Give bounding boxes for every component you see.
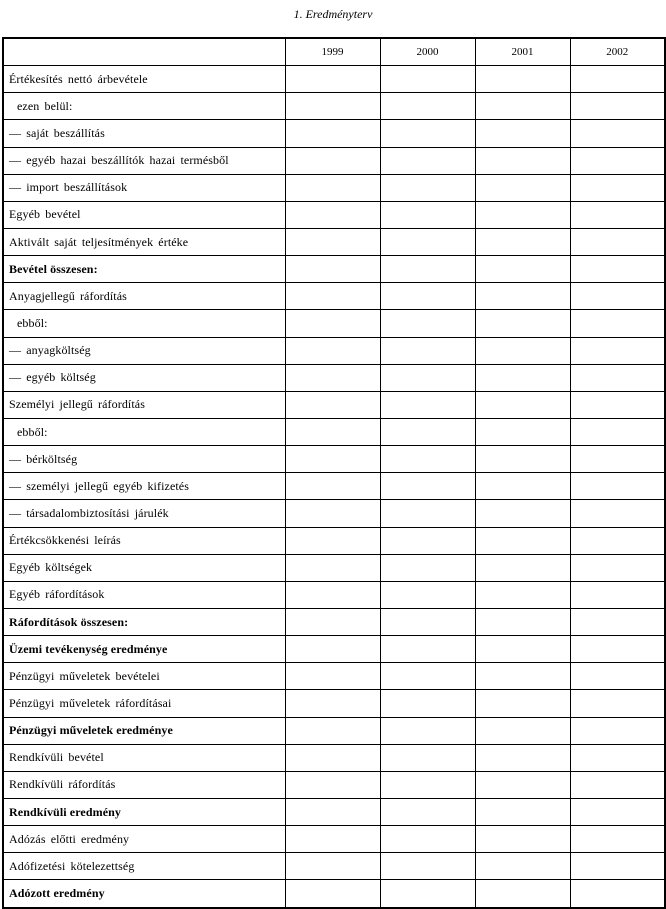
value-cell-1999[interactable] <box>285 500 380 527</box>
value-cell-1999[interactable] <box>285 310 380 337</box>
value-cell-1999[interactable] <box>285 391 380 418</box>
table-row <box>3 581 665 608</box>
value-cell-2001[interactable] <box>475 527 570 554</box>
value-cell-2000[interactable] <box>380 581 475 608</box>
row-label: — anyagköltség <box>3 337 285 364</box>
table-row <box>3 283 665 310</box>
value-cell-2001[interactable] <box>475 418 570 445</box>
row-label: Pénzügyi műveletek bevételei <box>3 663 285 690</box>
table-row <box>3 120 665 147</box>
row-label: Pénzügyi műveletek ráfordításai <box>3 690 285 717</box>
value-cell-2002[interactable] <box>570 880 665 908</box>
value-cell-2001[interactable] <box>475 636 570 663</box>
value-cell-1999[interactable] <box>285 636 380 663</box>
row-label: — saját beszállítás <box>3 120 285 147</box>
value-cell-1999[interactable] <box>285 798 380 825</box>
table-row <box>3 608 665 635</box>
value-cell-2000[interactable] <box>380 880 475 908</box>
row-label: — egyéb hazai beszállítók hazai termésből <box>3 147 285 174</box>
value-cell-2000[interactable] <box>380 283 475 310</box>
value-cell-2000[interactable] <box>380 527 475 554</box>
row-label: — import beszállítások <box>3 174 285 201</box>
value-cell-2002[interactable] <box>570 744 665 771</box>
value-cell-2001[interactable] <box>475 391 570 418</box>
value-cell-2000[interactable] <box>380 636 475 663</box>
row-label: Egyéb költségek <box>3 554 285 581</box>
value-cell-2001[interactable] <box>475 201 570 228</box>
value-cell-2002[interactable] <box>570 256 665 283</box>
year-header: 2001 <box>475 38 570 66</box>
row-label: Anyagjellegű ráfordítás <box>3 283 285 310</box>
value-cell-2001[interactable] <box>475 93 570 120</box>
value-cell-2001[interactable] <box>475 717 570 744</box>
value-cell-1999[interactable] <box>285 201 380 228</box>
value-cell-2000[interactable] <box>380 310 475 337</box>
table-row <box>3 256 665 283</box>
value-cell-2001[interactable] <box>475 500 570 527</box>
value-cell-2001[interactable] <box>475 446 570 473</box>
value-cell-2000[interactable] <box>380 473 475 500</box>
value-cell-2001[interactable] <box>475 66 570 93</box>
value-cell-2001[interactable] <box>475 608 570 635</box>
value-cell-1999[interactable] <box>285 66 380 93</box>
row-label: Adózott eredmény <box>3 880 285 908</box>
table-row <box>3 853 665 880</box>
value-cell-1999[interactable] <box>285 771 380 798</box>
table-row <box>3 880 665 908</box>
value-cell-2000[interactable] <box>380 418 475 445</box>
value-cell-1999[interactable] <box>285 364 380 391</box>
value-cell-2000[interactable] <box>380 717 475 744</box>
table-row <box>3 310 665 337</box>
row-label: Ráfordítások összesen: <box>3 608 285 635</box>
value-cell-2002[interactable] <box>570 201 665 228</box>
row-label: Értékesítés nettó árbevétele <box>3 66 285 93</box>
value-cell-2000[interactable] <box>380 798 475 825</box>
value-cell-2002[interactable] <box>570 554 665 581</box>
table-row <box>3 744 665 771</box>
table-row <box>3 798 665 825</box>
value-cell-2000[interactable] <box>380 256 475 283</box>
row-label: ebből: <box>3 418 285 445</box>
value-cell-1999[interactable] <box>285 690 380 717</box>
value-cell-2000[interactable] <box>380 446 475 473</box>
value-cell-2001[interactable] <box>475 310 570 337</box>
value-cell-2002[interactable] <box>570 364 665 391</box>
table-body <box>3 66 665 908</box>
value-cell-2001[interactable] <box>475 174 570 201</box>
value-cell-2002[interactable] <box>570 418 665 445</box>
year-header: 1999 <box>285 38 380 66</box>
value-cell-2002[interactable] <box>570 581 665 608</box>
value-cell-1999[interactable] <box>285 337 380 364</box>
value-cell-2000[interactable] <box>380 853 475 880</box>
value-cell-2001[interactable] <box>475 663 570 690</box>
row-label: Üzemi tevékenység eredménye <box>3 636 285 663</box>
row-label: — társadalombiztosítási járulék <box>3 500 285 527</box>
table-row <box>3 771 665 798</box>
value-cell-2002[interactable] <box>570 93 665 120</box>
table-row <box>3 228 665 255</box>
table-row <box>3 446 665 473</box>
value-cell-2001[interactable] <box>475 771 570 798</box>
value-cell-2001[interactable] <box>475 853 570 880</box>
value-cell-2002[interactable] <box>570 636 665 663</box>
row-label: Bevétel összesen: <box>3 256 285 283</box>
row-label: Adófizetési kötelezettség <box>3 853 285 880</box>
value-cell-2000[interactable] <box>380 663 475 690</box>
table-row <box>3 690 665 717</box>
table-row <box>3 554 665 581</box>
row-label: Személyi jellegű ráfordítás <box>3 391 285 418</box>
value-cell-2000[interactable] <box>380 500 475 527</box>
row-label: Adózás előtti eredmény <box>3 826 285 853</box>
row-label: — egyéb költség <box>3 364 285 391</box>
value-cell-2000[interactable] <box>380 147 475 174</box>
table-row <box>3 500 665 527</box>
value-cell-1999[interactable] <box>285 174 380 201</box>
value-cell-2001[interactable] <box>475 554 570 581</box>
row-label: — bérköltség <box>3 446 285 473</box>
value-cell-2002[interactable] <box>570 663 665 690</box>
table-row <box>3 636 665 663</box>
value-cell-1999[interactable] <box>285 93 380 120</box>
value-cell-1999[interactable] <box>285 147 380 174</box>
value-cell-2001[interactable] <box>475 337 570 364</box>
table-row <box>3 174 665 201</box>
value-cell-2000[interactable] <box>380 608 475 635</box>
value-cell-1999[interactable] <box>285 554 380 581</box>
value-cell-1999[interactable] <box>285 581 380 608</box>
value-cell-1999[interactable] <box>285 880 380 908</box>
row-label: Egyéb bevétel <box>3 201 285 228</box>
row-label: Aktivált saját teljesítmények értéke <box>3 228 285 255</box>
value-cell-2001[interactable] <box>475 581 570 608</box>
value-cell-2002[interactable] <box>570 717 665 744</box>
value-cell-1999[interactable] <box>285 228 380 255</box>
row-label: Pénzügyi műveletek eredménye <box>3 717 285 744</box>
row-label: Rendkívüli eredmény <box>3 798 285 825</box>
row-label: Értékcsökkenési leírás <box>3 527 285 554</box>
table-row <box>3 717 665 744</box>
value-cell-2000[interactable] <box>380 120 475 147</box>
year-header: 2000 <box>380 38 475 66</box>
value-cell-1999[interactable] <box>285 663 380 690</box>
value-cell-2001[interactable] <box>475 880 570 908</box>
value-cell-2002[interactable] <box>570 771 665 798</box>
table-row <box>3 147 665 174</box>
table-row <box>3 201 665 228</box>
value-cell-2001[interactable] <box>475 690 570 717</box>
value-cell-1999[interactable] <box>285 717 380 744</box>
table-row <box>3 663 665 690</box>
value-cell-2001[interactable] <box>475 283 570 310</box>
value-cell-2001[interactable] <box>475 228 570 255</box>
value-cell-2001[interactable] <box>475 826 570 853</box>
row-label: ebből: <box>3 310 285 337</box>
row-label: Rendkívüli ráfordítás <box>3 771 285 798</box>
value-cell-2000[interactable] <box>380 174 475 201</box>
value-cell-2000[interactable] <box>380 690 475 717</box>
value-cell-1999[interactable] <box>285 853 380 880</box>
table-row <box>3 527 665 554</box>
value-cell-2002[interactable] <box>570 228 665 255</box>
value-cell-2000[interactable] <box>380 201 475 228</box>
value-cell-2002[interactable] <box>570 608 665 635</box>
value-cell-2002[interactable] <box>570 798 665 825</box>
row-label: ezen belül: <box>3 93 285 120</box>
value-cell-1999[interactable] <box>285 473 380 500</box>
value-cell-2001[interactable] <box>475 256 570 283</box>
table-row <box>3 391 665 418</box>
header-label-cell <box>3 38 285 66</box>
value-cell-2000[interactable] <box>380 391 475 418</box>
value-cell-2002[interactable] <box>570 826 665 853</box>
value-cell-2002[interactable] <box>570 310 665 337</box>
table-row <box>3 364 665 391</box>
value-cell-2001[interactable] <box>475 364 570 391</box>
year-header: 2002 <box>570 38 665 66</box>
value-cell-2000[interactable] <box>380 771 475 798</box>
value-cell-2000[interactable] <box>380 554 475 581</box>
value-cell-1999[interactable] <box>285 256 380 283</box>
table-row <box>3 66 665 93</box>
table-row <box>3 826 665 853</box>
value-cell-1999[interactable] <box>285 744 380 771</box>
value-cell-2001[interactable] <box>475 147 570 174</box>
value-cell-2002[interactable] <box>570 446 665 473</box>
value-cell-2002[interactable] <box>570 853 665 880</box>
table-row <box>3 418 665 445</box>
row-label: Rendkívüli bevétel <box>3 744 285 771</box>
document-title: 1. Eredményterv <box>293 7 373 21</box>
value-cell-2000[interactable] <box>380 826 475 853</box>
value-cell-1999[interactable] <box>285 120 380 147</box>
value-cell-2000[interactable] <box>380 228 475 255</box>
value-cell-2000[interactable] <box>380 744 475 771</box>
value-cell-2002[interactable] <box>570 283 665 310</box>
value-cell-1999[interactable] <box>285 826 380 853</box>
table-row <box>3 473 665 500</box>
value-cell-1999[interactable] <box>285 418 380 445</box>
value-cell-2000[interactable] <box>380 93 475 120</box>
value-cell-2002[interactable] <box>570 66 665 93</box>
table-row <box>3 93 665 120</box>
value-cell-2002[interactable] <box>570 174 665 201</box>
value-cell-2002[interactable] <box>570 690 665 717</box>
value-cell-2002[interactable] <box>570 527 665 554</box>
value-cell-2000[interactable] <box>380 66 475 93</box>
value-cell-2002[interactable] <box>570 147 665 174</box>
value-cell-2001[interactable] <box>475 744 570 771</box>
income-plan-table <box>2 37 666 909</box>
row-label: — személyi jellegű egyéb kifizetés <box>3 473 285 500</box>
row-label: Egyéb ráfordítások <box>3 581 285 608</box>
header-row <box>3 38 665 66</box>
value-cell-1999[interactable] <box>285 608 380 635</box>
value-cell-2001[interactable] <box>475 120 570 147</box>
value-cell-2000[interactable] <box>380 364 475 391</box>
value-cell-1999[interactable] <box>285 527 380 554</box>
value-cell-2001[interactable] <box>475 798 570 825</box>
value-cell-2002[interactable] <box>570 337 665 364</box>
value-cell-2002[interactable] <box>570 473 665 500</box>
value-cell-1999[interactable] <box>285 283 380 310</box>
value-cell-2002[interactable] <box>570 500 665 527</box>
value-cell-2002[interactable] <box>570 391 665 418</box>
value-cell-1999[interactable] <box>285 446 380 473</box>
value-cell-2001[interactable] <box>475 473 570 500</box>
value-cell-2000[interactable] <box>380 337 475 364</box>
table-row <box>3 337 665 364</box>
value-cell-2002[interactable] <box>570 120 665 147</box>
